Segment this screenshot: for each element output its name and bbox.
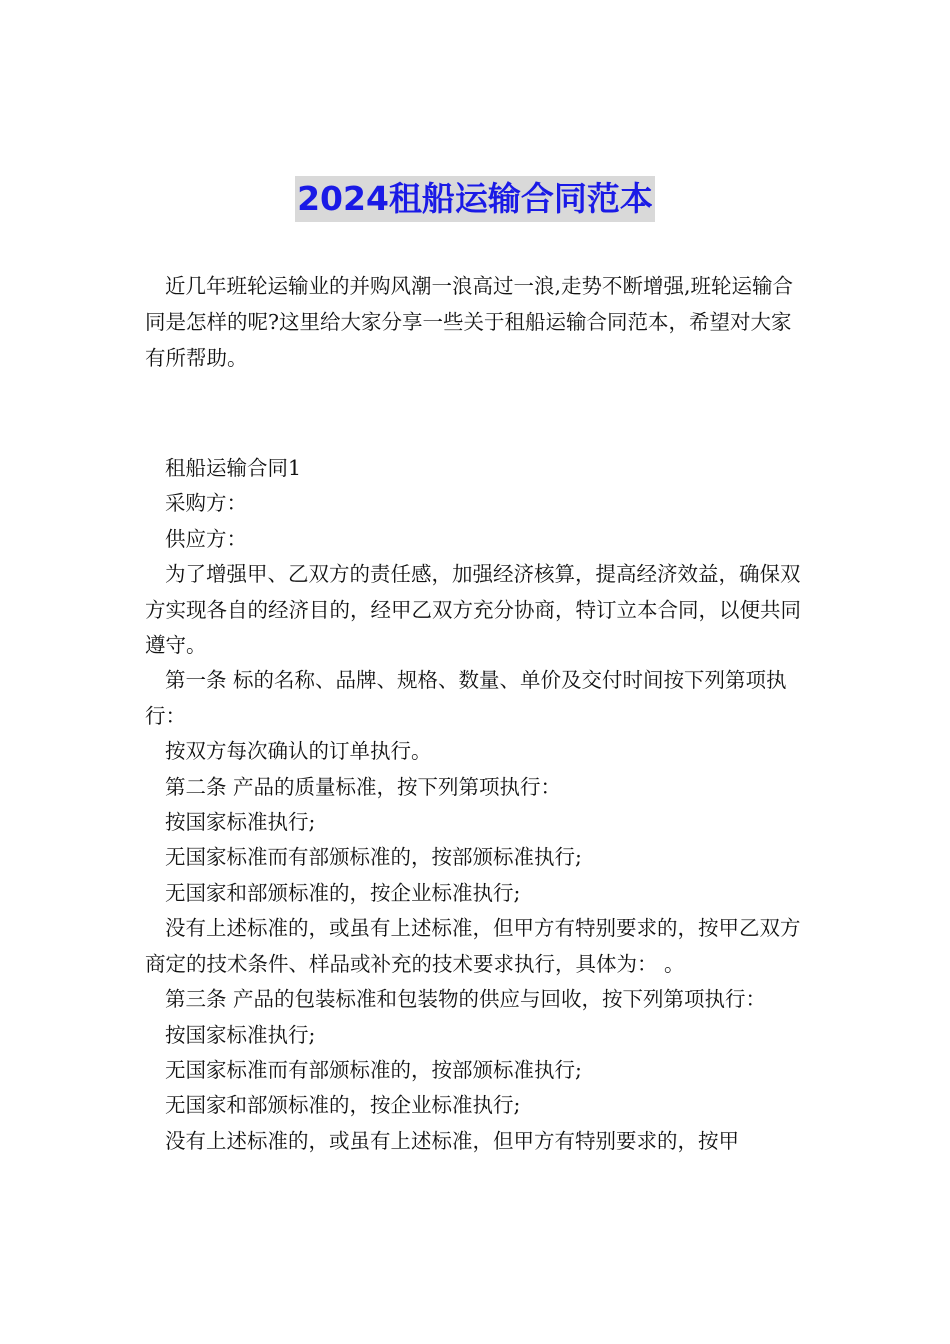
paragraph-article-2-item-2: 无国家标准而有部颁标准的，按部颁标准执行; <box>165 845 582 870</box>
paragraph-preamble: 为了增强甲、乙双方的责任感，加强经济核算，提高经济效益，确保双方实现各自的经济目的，经甲乙双方充分协商，特订立本合同，以便共同遵守。 <box>145 562 801 658</box>
paragraph-article-2: 第二条 产品的质量标准，按下列第项执行： <box>165 774 562 799</box>
paragraph-article-3-item-3: 无国家和部颁标准的，按企业标准执行; <box>165 1093 521 1118</box>
paragraph-article-1: 第一条 标的名称、品牌、规格、数量、单价及交付时间按下列第项执行： <box>145 668 787 728</box>
title-container <box>0 176 950 222</box>
paragraph-article-3-item-1: 按国家标准执行; <box>165 1022 316 1047</box>
paragraph-article-2-item-3: 无国家和部颁标准的，按企业标准执行; <box>165 880 521 905</box>
document-title: 2024租船运输合同范本 <box>295 176 655 222</box>
paragraph-contract-heading: 租船运输合同1 <box>165 456 302 480</box>
paragraph-article-2-item-1: 按国家标准执行; <box>165 810 316 835</box>
paragraph-article-3-item-4: 没有上述标准的，或虽有上述标准，但甲方有特别要求的，按甲 <box>165 1128 739 1153</box>
paragraph-article-1-item: 按双方每次确认的订单执行。 <box>165 739 432 764</box>
paragraph-article-3: 第三条 产品的包装标准和包装物的供应与回收，按下列第项执行： <box>165 987 767 1012</box>
paragraph-buyer: 采购方： <box>165 491 247 516</box>
paragraph-supplier: 供应方： <box>165 526 247 551</box>
contract-body <box>145 451 810 1159</box>
intro-section <box>145 268 810 376</box>
paragraph-article-3-item-2: 无国家标准而有部颁标准的，按部颁标准执行; <box>165 1057 582 1082</box>
intro-paragraph: 近几年班轮运输业的并购风潮一浪高过一浪,走势不断增强,班轮运输合同是怎样的呢?这里给大家分享一些关于租船运输合同范本，希望对大家有所帮助。 <box>145 274 794 370</box>
paragraph-article-2-item-4: 没有上述标准的，或虽有上述标准，但甲方有特别要求的，按甲乙双方商定的技术条件、样品或补充的技术要求执行，具体为： 。 <box>145 916 801 976</box>
